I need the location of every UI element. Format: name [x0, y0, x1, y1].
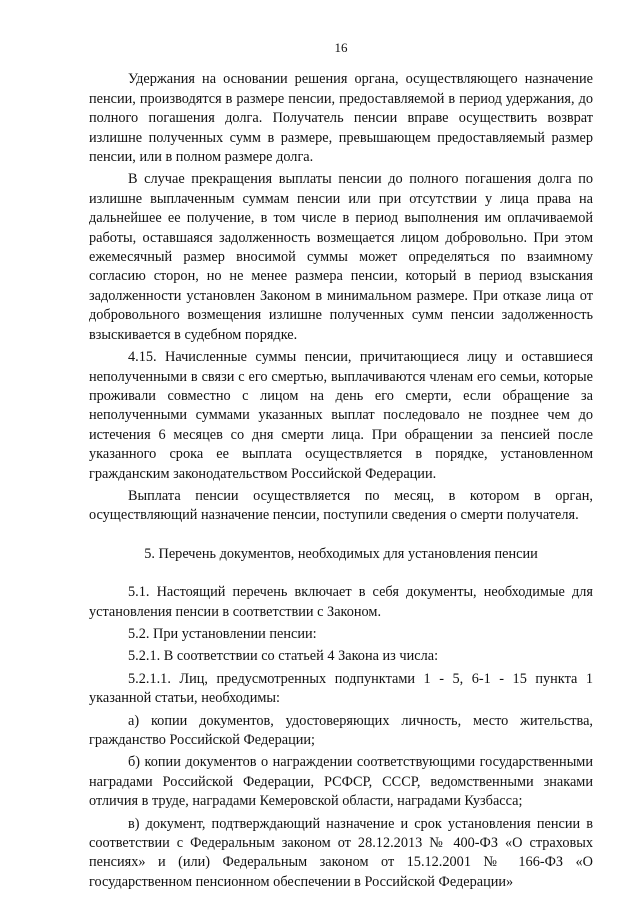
paragraph-withholding: Удержания на основании решения органа, осуществляющего назначение пенсии, производятся в размере пенсии, предоставляемой в период удержания, до полного погашения долга. Получатель пенсии вправе осуществить возврат излишне полученных сумм в размере, превышающем предоставляемый размер пенсии, или в полном размере долга.	[89, 71, 593, 166]
paragraph-payment-month: Выплата пенсии осуществляется по месяц, в котором в орган, осуществляющий назначение пенсии, поступили сведения о смерти получателя.	[89, 487, 593, 524]
list-item-b: б) копии документов о награждении соответствующими государственными наградами Российской Федерации, РСФСР, СССР, ведомственными знаками отличия в труде, наградами Кемеровской области, наградами Кузбасса;	[89, 754, 593, 810]
list-item-v: в) документ, подтверждающий назначение и срок установления пенсии в соответствии с Федеральным законом от 28.12.2013 № 400-ФЗ «О страховых пенсиях» и (или) Федеральным законом от 15.12.2001 № 166-ФЗ «О государственном пенсионном обеспечении в Российской Федерации»	[89, 815, 593, 890]
page-number: 16	[334, 40, 348, 55]
paragraph-5-1: 5.1. Настоящий перечень включает в себя документы, необходимые для установления пенсии в соответствии с Законом.	[89, 584, 593, 620]
paragraph-4-15: 4.15. Начисленные суммы пенсии, причитающиеся лицу и оставшиеся неполученными в связи с его смертью, выплачиваются членам его семьи, которые проживали совместно с лицом на день его смерти, если обращение за неполученными суммами указанных выплат последовало не позднее чем до истечения 6 месяцев со дня смерти лица. При обращении за пенсией после указанного срока ее выплата осуществляется в порядке, установленном гражданским законодательством Российской Федерации.	[89, 349, 593, 482]
paragraph-5-2-1-1: 5.2.1.1. Лиц, предусмотренных подпунктами 1 - 5, 6-1 - 15 пункта 1 указанной статьи, необходимы:	[89, 670, 593, 707]
paragraph-5-2-1: 5.2.1. В соответствии со статьей 4 Закона из числа:	[128, 648, 439, 665]
list-item-a: а) копии документов, удостоверяющих личность, место жительства, гражданство Российской Федерации;	[89, 712, 593, 748]
section-heading: 5. Перечень документов, необходимых для установления пенсии	[144, 545, 538, 562]
paragraph-5-2: 5.2. При установлении пенсии:	[128, 625, 317, 642]
paragraph-debt-repayment: В случае прекращения выплаты пенсии до полного погашения долга по излишне выплаченным суммам пенсии или при отсутствии у лица права на дальнейшее ее получение, в том числе в период выполнения им оплачиваемой работы, оставшаяся задолженность возмещается лицом добровольно. При этом ежемесячный размер вносимой суммы может определяться по взаимному согласию сторон, но не менее размера пенсии, который в период взыскания задолженности установлен Законом в минимальном размере. При отказе лица от добровольного возмещения излишне полученных сумм пенсии задолженность взыскивается в судебном порядке.	[89, 171, 593, 343]
